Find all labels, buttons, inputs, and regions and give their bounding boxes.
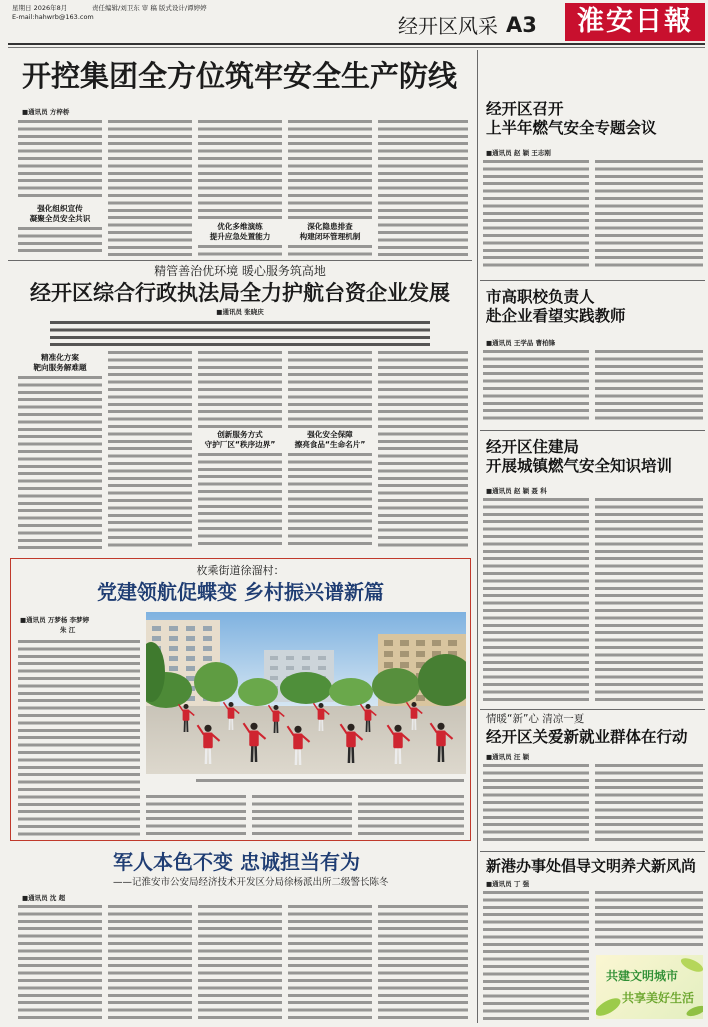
dancer-head: [411, 702, 416, 707]
body-text: [595, 498, 703, 702]
dancer-red-shirt: [249, 731, 258, 747]
window: [302, 656, 310, 660]
body-text: [198, 453, 282, 549]
body-text: [483, 350, 589, 423]
sidebar-headline: [486, 288, 626, 326]
body-text: [483, 764, 589, 844]
window: [416, 651, 425, 657]
body-text: [198, 905, 282, 1023]
dancer-head: [437, 723, 444, 730]
body-text: [18, 640, 140, 836]
article-subtitle: ——记淮安市公安局经济技术开发区分局徐杨派出所二级警长陈冬: [113, 877, 389, 888]
window: [432, 640, 441, 646]
section-divider: [480, 851, 705, 852]
square-dance-photo: [146, 612, 466, 774]
body-text: [146, 795, 246, 836]
tree: [238, 678, 278, 706]
window: [186, 636, 195, 641]
window: [203, 626, 212, 631]
window: [384, 662, 393, 668]
headline-line: 市高职校负责人: [486, 288, 595, 306]
byline: ■通讯员 汪 颖: [486, 753, 530, 761]
subheading-line: 提升应急处置能力: [209, 232, 271, 241]
headline-line: 新港办事处倡导文明养犬新风尚: [486, 857, 697, 875]
dancer-red-shirt: [293, 734, 302, 750]
byline: ■通讯员 赵 颖 聂 科: [486, 487, 547, 495]
window: [152, 626, 161, 631]
window: [286, 656, 294, 660]
dancer-head: [250, 723, 257, 730]
dancer-leg: [296, 748, 297, 765]
window: [169, 666, 178, 671]
sidebar-headline: [486, 438, 672, 476]
page-number: A3: [506, 13, 537, 37]
leaf-decoration: [596, 955, 703, 1019]
body-text: [483, 160, 589, 271]
window: [400, 640, 409, 646]
dancer-red-shirt: [393, 733, 402, 749]
window: [286, 666, 294, 670]
byline: ■通讯员 方梓桥: [22, 108, 70, 116]
subheading-line: 优化多维演练: [217, 222, 263, 231]
subheading: [288, 222, 372, 242]
body-text: [378, 120, 468, 256]
window: [270, 676, 278, 680]
section-divider: [8, 260, 472, 261]
subheading: [288, 430, 372, 450]
headline-line: 上半年燃气安全专题会议: [486, 119, 657, 137]
headline-line: 开展城镇燃气安全知识培训: [486, 457, 673, 475]
body-text: [18, 376, 102, 549]
body-text: [288, 351, 372, 428]
headline-line: 赴企业看望实践教师: [486, 307, 626, 325]
dancer-red-shirt: [203, 733, 212, 749]
sidebar-divider: [477, 50, 478, 1023]
dancer-head: [294, 726, 301, 733]
body-text: [108, 351, 192, 549]
article-headline: 党建领航促蝶变 乡村振兴谱新篇: [97, 580, 384, 604]
window: [416, 640, 425, 646]
window: [186, 656, 195, 661]
window: [448, 640, 457, 646]
section-divider: [480, 280, 705, 281]
subheading-line: 深化隐患排查: [307, 222, 353, 231]
window: [318, 666, 326, 670]
dancer-leg: [439, 745, 440, 762]
header-editors: 责任编辑/刘卫东 审 稿 版式设计/谭婷婷: [92, 4, 207, 12]
window: [169, 646, 178, 651]
body-text: [198, 351, 282, 428]
leaf: [596, 995, 623, 1019]
window: [270, 656, 278, 660]
dancer-red-shirt: [318, 709, 325, 720]
masthead-text: 淮安日報: [577, 6, 693, 37]
body-text: [18, 120, 102, 201]
byline: ■通讯员 张晓庆: [216, 308, 264, 316]
window: [186, 626, 195, 631]
subheading-line: 强化安全保障: [307, 430, 353, 439]
header-rule: [8, 43, 705, 45]
dancer-leg: [300, 748, 301, 765]
masthead-logo: [565, 3, 705, 41]
subheading-line: 强化组织宣传: [37, 204, 83, 213]
body-text: [288, 120, 372, 219]
dancer-leg: [256, 745, 257, 762]
section-title: 经开区风采: [398, 14, 498, 38]
window: [400, 651, 409, 657]
headline-line: 经开区关爱新就业群体在行动: [486, 728, 688, 746]
body-text: [595, 891, 703, 950]
subheading-line: 凝聚全员安全共识: [29, 214, 91, 223]
dancer-leg: [206, 747, 207, 764]
tree: [372, 668, 420, 704]
subheading-line: 构建闭环管理机制: [299, 232, 361, 241]
subheading: [198, 430, 282, 450]
kicker: 枚乘街道徐溜村：: [196, 564, 285, 577]
window: [186, 646, 195, 651]
window: [302, 666, 310, 670]
subheading-line: 靶向服务解难题: [33, 363, 87, 372]
header-date: 星期日 2026年8月: [12, 4, 68, 12]
tree: [194, 662, 238, 702]
window: [384, 640, 393, 646]
dancer-leg: [353, 746, 354, 763]
byline: ■通讯员 万梦杨 李梦婷: [20, 616, 90, 624]
body-text: [18, 227, 102, 256]
sidebar-headline: [486, 857, 696, 876]
dancer-leg: [210, 747, 211, 764]
kicker: 情暖“新”心 清凉一夏: [486, 713, 585, 725]
dancer-leg: [443, 745, 444, 762]
subheading-line: 守护厂区“秩序边界”: [204, 440, 276, 449]
tree: [329, 678, 373, 706]
subheading: [18, 353, 102, 373]
dancer-red-shirt: [183, 710, 190, 721]
subheading-line: 擦亮食品“生命名片”: [294, 440, 366, 449]
window: [169, 626, 178, 631]
dancer-red-shirt: [365, 710, 372, 721]
window: [203, 636, 212, 641]
subheading-line: 创新服务方式: [217, 430, 263, 439]
byline: ■通讯员 赵 颖 王志刚: [486, 149, 551, 157]
body-text: [288, 245, 372, 256]
dancer-red-shirt: [346, 732, 355, 748]
dancer-head: [204, 725, 211, 732]
window: [186, 666, 195, 671]
dancer-leg: [252, 745, 253, 762]
window: [169, 636, 178, 641]
window: [203, 646, 212, 651]
dancer-leg: [400, 747, 401, 764]
section-divider: [480, 430, 705, 431]
dancer-leg: [396, 747, 397, 764]
body-text: [252, 795, 352, 836]
headline-line: 经开区住建局: [486, 438, 580, 456]
civilization-poster: [596, 955, 703, 1019]
body-text: [288, 453, 372, 549]
sidebar-headline: [486, 728, 688, 747]
dancer-red-shirt: [436, 731, 445, 747]
photo-caption: [196, 779, 464, 783]
dancer-head: [347, 724, 354, 731]
byline: ■通讯员 王学品 曹柏锋: [486, 339, 556, 347]
headline-line: 经开区召开: [486, 100, 564, 118]
header-rule-thin: [8, 47, 705, 48]
leaf: [679, 955, 703, 974]
window: [169, 656, 178, 661]
body-text: [595, 160, 703, 271]
lead-paragraph: [50, 321, 430, 346]
window: [384, 651, 393, 657]
dancer-red-shirt: [411, 708, 418, 719]
dancer-head: [365, 704, 370, 709]
window: [416, 695, 425, 701]
sidebar-headline: [486, 100, 657, 138]
dancer-red-shirt: [273, 711, 280, 722]
byline: ■通讯员 丁 强: [486, 880, 530, 888]
dancer-head: [273, 705, 278, 710]
body-text: [198, 245, 282, 256]
subheading: [198, 222, 282, 242]
subheading: [18, 204, 102, 224]
dancer-leg: [349, 746, 350, 763]
header-email: E-mail:hahwrb@163.com: [12, 13, 94, 21]
body-text: [378, 905, 468, 1023]
byline: ■通讯员 沈 超: [22, 894, 66, 902]
body-text: [108, 120, 192, 256]
poster-line-2: 共享美好生活: [622, 991, 695, 1005]
body-text: [358, 795, 464, 836]
byline-second-line: 朱 江: [60, 626, 76, 634]
window: [203, 656, 212, 661]
dancer-head: [394, 725, 401, 732]
dancer-head: [183, 704, 188, 709]
lead-headline: 开控集团全方位筑牢安全生产防线: [22, 59, 458, 93]
window: [270, 666, 278, 670]
window: [318, 656, 326, 660]
window: [152, 636, 161, 641]
body-text: [18, 905, 102, 1023]
kicker: 精管善治优环境 暖心服务筑高地: [154, 264, 326, 278]
body-text: [108, 905, 192, 1023]
window: [400, 662, 409, 668]
dancer-head: [318, 703, 323, 708]
subheading-line: 精准化方案: [41, 353, 79, 362]
tree: [280, 672, 332, 704]
poster-line-1: 共建文明城市: [606, 969, 679, 983]
body-text: [288, 905, 372, 1023]
body-text: [595, 764, 703, 844]
section-divider: [480, 709, 705, 710]
article-headline: 军人本色不变 忠诚担当有为: [113, 850, 360, 874]
body-text: [595, 350, 703, 423]
article-headline: 经开区综合行政执法局全力护航台资企业发展: [30, 281, 450, 305]
dancer-red-shirt: [228, 708, 235, 719]
body-text: [378, 351, 468, 549]
leaf: [685, 1004, 703, 1018]
body-text: [483, 498, 589, 702]
body-text: [198, 120, 282, 219]
body-text: [483, 891, 589, 1023]
dancer-head: [228, 702, 233, 707]
